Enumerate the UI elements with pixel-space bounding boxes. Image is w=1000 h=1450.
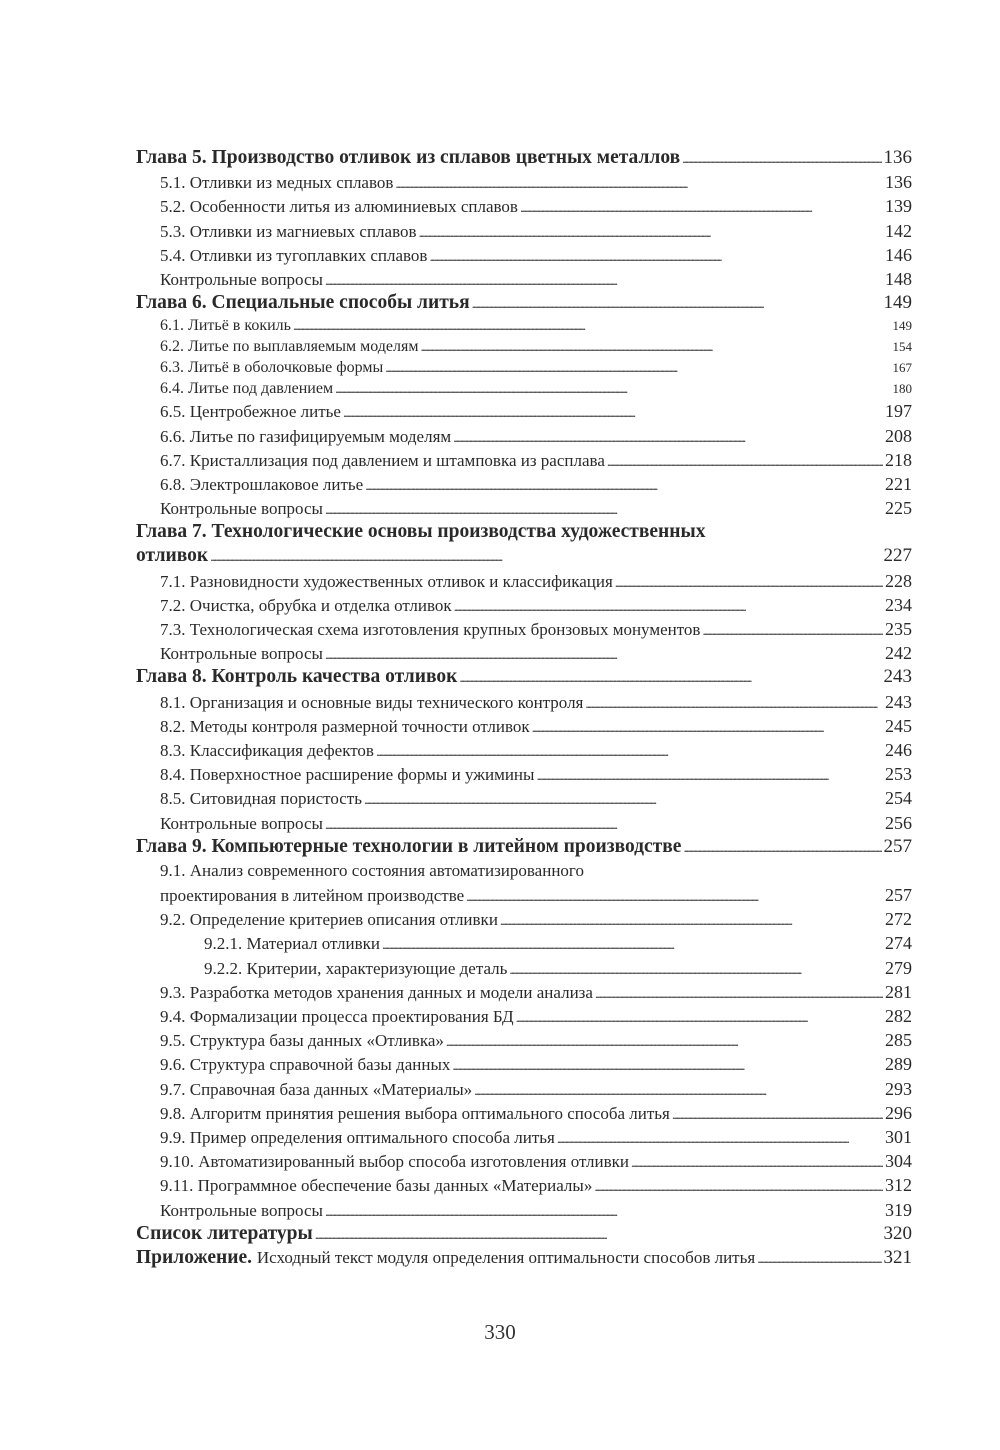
toc-entry-page: 154 [892,339,912,355]
toc-entry-title: 9.7. Справочная база данных «Материалы» [160,1079,473,1099]
toc-entry-chapter-7-cont[interactable] [136,544,912,568]
toc-entry-chapter-9[interactable] [136,835,912,859]
toc-entry[interactable] [136,378,912,399]
toc-entry-title: Контрольные вопросы [160,1200,323,1220]
toc-entry-title: Глава 7. Технологические основы производства художественных [136,521,706,543]
dot-leader [472,292,882,316]
toc-entry-title: отливок [136,545,209,567]
toc-entry-title: 9.2.2. Критерии, характеризующие деталь [204,958,508,978]
toc-entry-title: 7.3. Технологическая схема изготовления крупных бронзовых монументов [160,620,701,639]
dot-leader [446,1030,883,1054]
toc-entry-title: 6.1. Литьё в кокиль [160,317,291,335]
toc-entry-appendix[interactable] [136,1246,912,1270]
toc-entry-page: 146 [885,244,912,265]
toc-entry[interactable] [136,1101,912,1125]
toc-entry-page: 148 [885,268,912,289]
toc-entry-page: 221 [885,473,912,494]
toc-entry[interactable] [136,448,912,472]
toc-entry-title: 5.1. Отливки из медных сплавов [160,173,394,193]
toc-entry[interactable] [136,243,912,267]
toc-entry[interactable] [136,1149,912,1173]
dot-leader [343,401,883,425]
dot-leader [365,474,883,498]
toc-entry-page: 136 [883,147,912,168]
toc-entry[interactable] [136,931,912,955]
dot-leader [382,933,883,957]
toc-entry-title: Глава 5. Производство отливок из сплавов цветных металлов [136,147,681,168]
toc-entry-page: 218 [885,449,912,470]
dot-leader [702,619,883,643]
dot-leader [466,885,883,909]
toc-entry-title: 6.8. Электрошлаковое литье [160,474,364,494]
toc-entry-chapter-8[interactable] [136,665,912,689]
toc-entry-page: 225 [885,498,912,519]
toc-entry-title: 6.2. Литье по выплавляемым моделям [160,338,419,356]
toc-entry-page: 254 [885,788,912,809]
toc-entry-page: 257 [885,885,912,906]
dot-leader [454,595,883,619]
toc-entry-chapter-5[interactable] [136,146,912,170]
dot-leader [325,643,883,667]
toc-entry-title: 9.9. Пример определения оптимального способа литья [160,1127,555,1147]
dot-leader [429,245,883,269]
dot-leader [419,221,883,245]
dot-leader [395,172,883,196]
dot-leader [385,357,890,378]
toc-entry[interactable] [136,1077,912,1101]
toc-entry-title: 6.5. Центробежное литье [160,402,341,422]
toc-entry-title: Контрольные вопросы [160,644,323,664]
toc-entry-title: 5.3. Отливки из магниевых сплавов [160,221,417,241]
toc-entry[interactable] [136,1028,912,1052]
dot-leader [557,1127,883,1151]
toc-entry-title: 9.5. Структура базы данных «Отливка» [160,1031,444,1051]
toc-entry-page: 243 [883,666,912,688]
toc-entry[interactable] [136,424,912,448]
toc-entry[interactable] [136,219,912,243]
toc-entry[interactable] [136,593,912,617]
dot-leader [325,269,883,293]
toc-entry[interactable] [136,738,912,762]
toc-entry-title: Приложение. [136,1246,252,1268]
toc-entry[interactable] [136,714,912,738]
toc-entry-title: 6.6. Литье по газифицируемым моделям [160,426,452,446]
toc-entry-page: 253 [885,764,912,785]
toc-entry[interactable] [136,786,912,810]
toc-entry-page: 285 [885,1030,912,1051]
toc-entry-page: 234 [885,594,912,615]
toc-entry[interactable] [136,1052,912,1076]
toc-entry[interactable] [136,956,912,980]
toc-entry-page: 142 [885,220,912,241]
toc-entry-title: 9.11. Программное обеспечение базы данных «Материалы» [160,1176,593,1196]
toc-entry[interactable] [136,811,912,835]
toc-entry-title: 9.2.1. Материал отливки [204,934,380,954]
toc-entry-page: 289 [885,1054,912,1075]
dot-leader [615,571,883,595]
dot-leader [532,716,883,740]
toc-entry-page: 293 [885,1078,912,1099]
toc-entry-chapter-7[interactable] [136,520,912,544]
dot-leader [325,1200,883,1224]
dot-leader [672,1103,883,1127]
toc-entry-title: 6.7. Кристаллизация под давлением и штамповка из расплава [160,450,605,470]
toc-entry-title: 8.1. Организация и основные виды технического контроля [160,692,584,712]
dot-leader [315,1223,882,1247]
dot-leader [595,982,883,1006]
dot-leader [453,426,883,450]
toc-entry-title: Глава 6. Специальные способы литья [136,292,470,314]
toc-entry[interactable] [136,1173,912,1197]
toc-entry[interactable] [136,1198,912,1222]
dot-leader [594,1175,883,1199]
toc-entry[interactable] [136,762,912,786]
toc-entry-title: 9.6. Структура справочной базы данных [160,1055,451,1075]
dot-leader [509,958,883,982]
toc-entry[interactable] [136,357,912,378]
toc-entry[interactable] [136,907,912,931]
toc-entry-title: 9.10. Автоматизированный выбор способа изготовления отливки [160,1152,630,1172]
toc-entry[interactable] [136,194,912,218]
toc-entry-page: 167 [892,360,912,376]
toc-entry-page: 180 [892,381,912,397]
toc-entry-title: 7.2. Очистка, обрубка и отделка отливок [160,595,452,615]
dot-leader [631,1151,883,1175]
toc-entry-page: 304 [885,1151,912,1172]
toc-entry-title: 8.5. Ситовидная пористость [160,789,362,809]
toc-entry[interactable] [136,336,912,357]
dot-leader [293,315,891,336]
toc-entry[interactable] [136,496,912,520]
toc-entry-title: Контрольные вопросы [160,813,323,833]
dot-leader [607,450,883,474]
toc-entry-page: 279 [885,957,912,978]
dot-leader [500,909,883,933]
toc-entry-page: 321 [883,1246,912,1268]
toc-entry-title: Список литературы [136,1222,313,1244]
toc-entry-page: 243 [885,691,912,712]
toc-entry-title: 7.1. Разновидности художественных отливок и классификация [160,571,613,591]
toc-entry[interactable] [136,980,912,1004]
toc-entry-title: Контрольные вопросы [160,499,323,519]
toc-entry-page: 257 [883,835,912,857]
toc-entry[interactable] [136,1125,912,1149]
toc-entry-title: проектирования в литейном производстве [160,886,465,906]
page-number: 330 [484,1320,516,1344]
toc-entry-title: Глава 8. Контроль качества отливок [136,666,458,688]
dot-leader [335,378,890,399]
dot-leader [520,196,883,220]
dot-leader [474,1079,883,1103]
toc-entry-page: 235 [885,619,912,639]
toc-entry[interactable] [136,399,912,423]
toc-entry-page: 296 [885,1102,912,1123]
toc-entry-cont[interactable] [136,883,912,907]
toc-entry-title: 5.4. Отливки из тугоплавких сплавов [160,245,428,265]
toc-entry-page: 197 [885,401,912,422]
toc-entry-title: 5.2. Особенности литья из алюминиевых сплавов [160,197,518,217]
toc-entry-page: 312 [885,1175,912,1196]
dot-leader [376,740,883,764]
toc-entry-page: 319 [885,1199,912,1220]
toc-entry-title: 9.3. Разработка методов хранения данных и модели анализа [160,982,593,1002]
dot-leader [210,545,881,569]
toc-entry-title: Контрольные вопросы [160,269,323,289]
toc-entry-page: 242 [885,643,912,664]
toc-entry[interactable] [136,569,912,593]
toc-entry-title: 8.2. Методы контроля размерной точности отливок [160,716,530,736]
toc-entry-title: Глава 9. Компьютерные технологии в литейном производстве [136,835,682,857]
toc-entry[interactable] [136,170,912,194]
dot-leader [364,788,883,812]
table-of-contents [136,146,912,1270]
toc-entry-title: 9.1. Анализ современного состояния автоматизированного [160,860,584,880]
toc-entry-title: 9.4. Формализации процесса проектирования БД [160,1007,514,1026]
toc-entry-page: 149 [883,292,912,314]
dot-leader [536,764,883,788]
toc-entry-page: 256 [885,812,912,833]
dot-leader [757,1247,881,1271]
toc-entry-page: 320 [883,1222,912,1244]
toc-entry[interactable] [136,617,912,641]
dot-leader [585,692,883,716]
toc-entry-bibliography[interactable] [136,1222,912,1246]
appendix-title-group [136,1246,755,1270]
toc-entry[interactable] [136,641,912,665]
toc-entry-chapter-6[interactable] [136,291,912,315]
toc-entry-page: 274 [885,933,912,954]
toc-entry-page: 149 [892,318,912,334]
toc-entry-page: 246 [885,739,912,760]
toc-entry-title: 6.4. Литье под давлением [160,380,334,398]
toc-entry-page: 228 [885,570,912,591]
toc-entry-title: 8.3. Классификация дефектов [160,740,374,760]
toc-entry-page: 272 [885,909,912,930]
toc-entry-title: 9.8. Алгоритм принятия решения выбора оптимального способа литья [160,1103,670,1123]
dot-leader [516,1006,883,1030]
toc-entry-title: 9.2. Определение критериев описания отливки [160,910,498,930]
toc-entry[interactable] [136,690,912,714]
dot-leader [420,336,890,357]
toc-entry[interactable] [136,315,912,336]
toc-entry[interactable] [136,472,912,496]
toc-entry-page: 227 [883,545,912,567]
dot-leader [325,813,883,837]
toc-entry[interactable] [136,1004,912,1028]
toc-entry-title: 6.3. Литьё в оболочковые формы [160,359,384,377]
toc-entry-subtitle: Исходный текст модуля определения оптимальности способов литья [256,1247,756,1267]
toc-entry-page: 136 [885,172,912,193]
dot-leader [682,147,881,171]
toc-entry[interactable] [136,267,912,291]
dot-leader [325,498,883,522]
dot-leader [683,836,881,860]
toc-entry[interactable] [136,859,912,883]
toc-entry-page: 208 [885,425,912,446]
toc-entry-page: 281 [885,981,912,1002]
toc-entry-page: 245 [885,715,912,736]
toc-entry-page: 301 [885,1126,912,1147]
toc-entry-page: 282 [885,1006,912,1026]
dot-leader [459,666,881,690]
dot-leader [452,1054,883,1078]
toc-entry-page: 139 [885,196,912,217]
toc-entry-title: 8.4. Поверхностное расширение формы и ужимины [160,765,535,785]
